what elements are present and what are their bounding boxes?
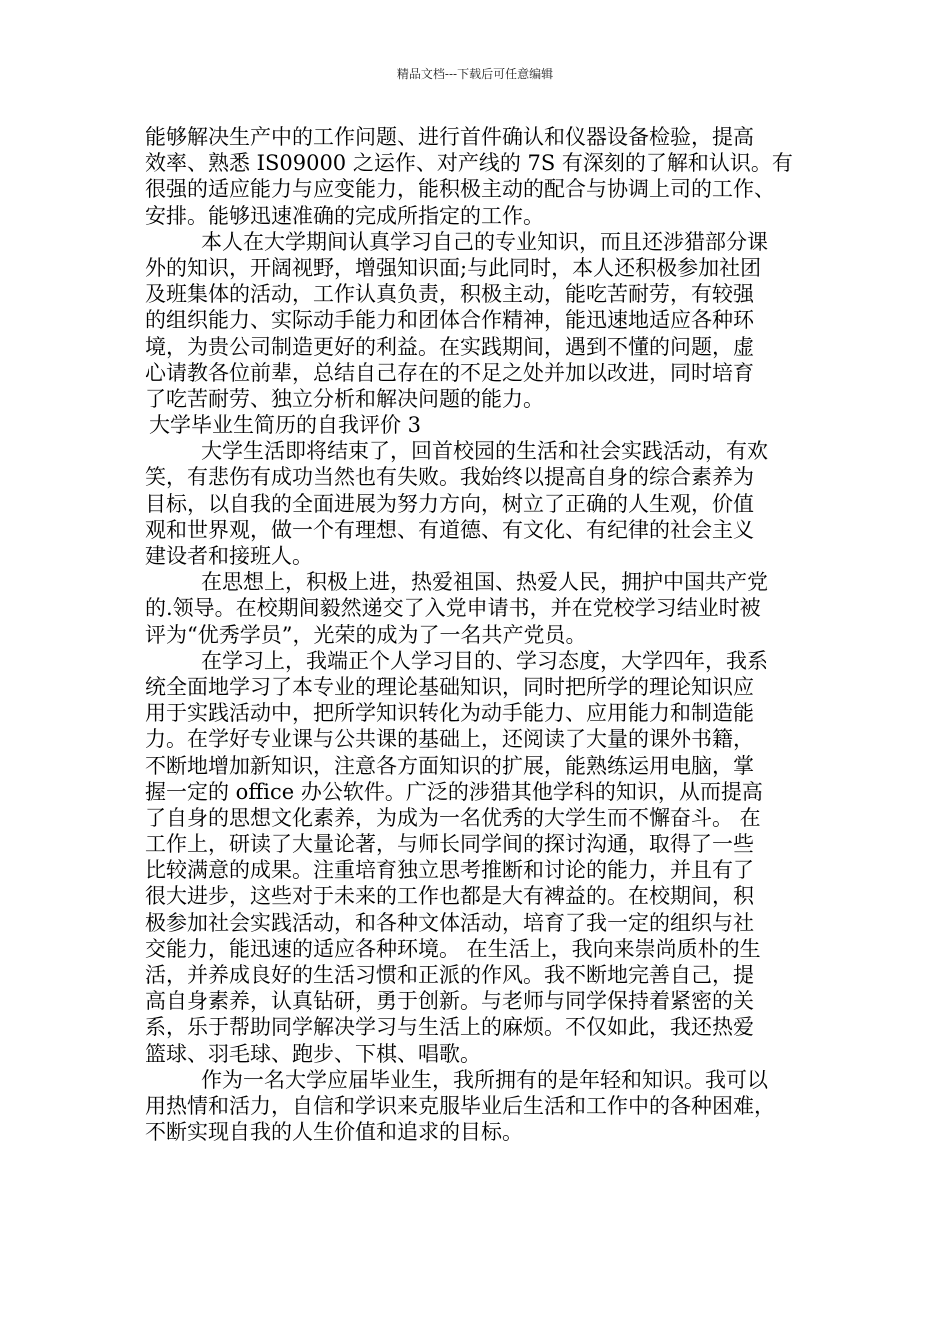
text-line: 不断地增加新知识，注意各方面知识的扩展，能熟练运用电脑，掌 [145, 753, 754, 778]
section-heading [145, 412, 805, 438]
text-line: 及班集体的活动，工作认真负责，积极主动，能吃苦耐劳，有较强 [145, 282, 754, 307]
paragraph [145, 229, 805, 412]
paragraph [145, 648, 805, 1067]
document-body [145, 124, 805, 1145]
text-line: 用热情和活力，自信和学识来克服毕业后生活和工作中的各种困难， [145, 1093, 775, 1118]
text-line: 心请教各位前辈，总结自己存在的不足之处并加以改进，同时培育 [145, 360, 754, 385]
text-line: 高自身素养，认真钻研，勇于创新。与老师与同学保持着紧密的关 [145, 989, 754, 1014]
text-line: 系，乐于帮助同学解决学习与生活上的麻烦。不仅如此，我还热爱 [145, 1015, 754, 1040]
text-line: 外的知识，开阔视野，增强知识面;与此同时，本人还积极参加社团 [145, 255, 762, 280]
text-line: 了自身的思想文化素养，为成为一名优秀的大学生而不懈奋斗。 在 [145, 805, 761, 830]
text-line: 效率、熟悉 IS09000 之运作、对产线的 7S 有深刻的了解和认识。有 [145, 151, 793, 176]
text-line: 用于实践活动中，把所学知识转化为动手能力、应用能力和制造能 [145, 701, 754, 726]
paragraph [145, 124, 805, 229]
text-line: 评为“优秀学员”，光荣的成为了一名共产党员。 [145, 622, 587, 647]
text-line: 工作上，研读了大量论著，与师长同学间的探讨沟通，取得了一些 [145, 832, 754, 857]
text-line: 笑，有悲伤有成功当然也有失败。我始终以提高自身的综合素养为 [145, 465, 754, 490]
text-line: 不断实现自我的人生价值和追求的目标。 [145, 1120, 523, 1145]
text-line: 本人在大学期间认真学习自己的专业知识，而且还涉猎部分课 [201, 229, 768, 254]
text-line: 在思想上，积极上进，热爱祖国、热爱人民，拥护中国共产党 [201, 570, 768, 595]
text-line: 目标，以自我的全面进展为努力方向，树立了正确的人生观，价值 [145, 491, 754, 516]
text-line: 了吃苦耐劳、独立分析和解决问题的能力。 [145, 386, 544, 411]
text-line: 握一定的 office 办公软件。广泛的涉猎其他学科的知识，从而提高 [145, 779, 763, 804]
text-line: 篮球、羽毛球、跑步、下棋、唱歌。 [145, 1041, 481, 1066]
text-line: 交能力，能迅速的适应各种环境。 在生活上，我向来崇尚质朴的生 [145, 936, 761, 961]
paragraph [145, 569, 805, 648]
page-header: 精品文档---下载后可任意编辑 [396, 67, 554, 81]
text-line: 大学生活即将结束了，回首校园的生活和社会实践活动，有欢 [201, 439, 768, 464]
text-line: 安排。能够迅速准确的完成所指定的工作。 [145, 203, 544, 228]
text-line: 的.领导。在校期间毅然递交了入党申请书，并在党校学习结业时被 [145, 596, 761, 621]
text-line: 活，并养成良好的生活习惯和正派的作风。我不断地完善自己，提 [145, 963, 754, 987]
text-line: 极参加社会实践活动，和各种文体活动，培育了我一定的组织与社 [145, 910, 754, 935]
text-line: 作为一名大学应届毕业生，我所拥有的是年轻和知识。我可以 [201, 1067, 768, 1092]
paragraph [145, 1067, 805, 1146]
text-line: 在学习上，我端正个人学习目的、学习态度，大学四年，我系 [201, 648, 768, 673]
text-line: 比较满意的成果。注重培育独立思考推断和讨论的能力，并且有了 [145, 858, 754, 883]
text-line: 观和世界观，做一个有理想、有道德、有文化、有纪律的社会主义 [145, 517, 754, 542]
text-line: 建设者和接班人。 [145, 544, 313, 568]
text-line: 很强的适应能力与应变能力，能积极主动的配合与协调上司的工作、 [145, 177, 775, 202]
text-line: 境，为贵公司制造更好的利益。在实践期间，遇到不懂的问题，虚 [145, 334, 754, 359]
text-line: 力。在学好专业课与公共课的基础上，还阅读了大量的课外书籍， [145, 727, 754, 752]
text-line: 能够解决生产中的工作问题、进行首件确认和仪器设备检验，提高 [145, 125, 754, 149]
text-line: 大学毕业生简历的自我评价 3 [149, 413, 422, 438]
text-line: 统全面地学习了本专业的理论基础知识，同时把所学的理论知识应 [145, 674, 754, 699]
paragraph [145, 438, 805, 569]
text-line: 的组织能力、实际动手能力和团体合作精神，能迅速地适应各种环 [145, 308, 754, 333]
text-line: 很大进步，这些对于未来的工作也都是大有裨益的。在校期间，积 [145, 884, 754, 909]
